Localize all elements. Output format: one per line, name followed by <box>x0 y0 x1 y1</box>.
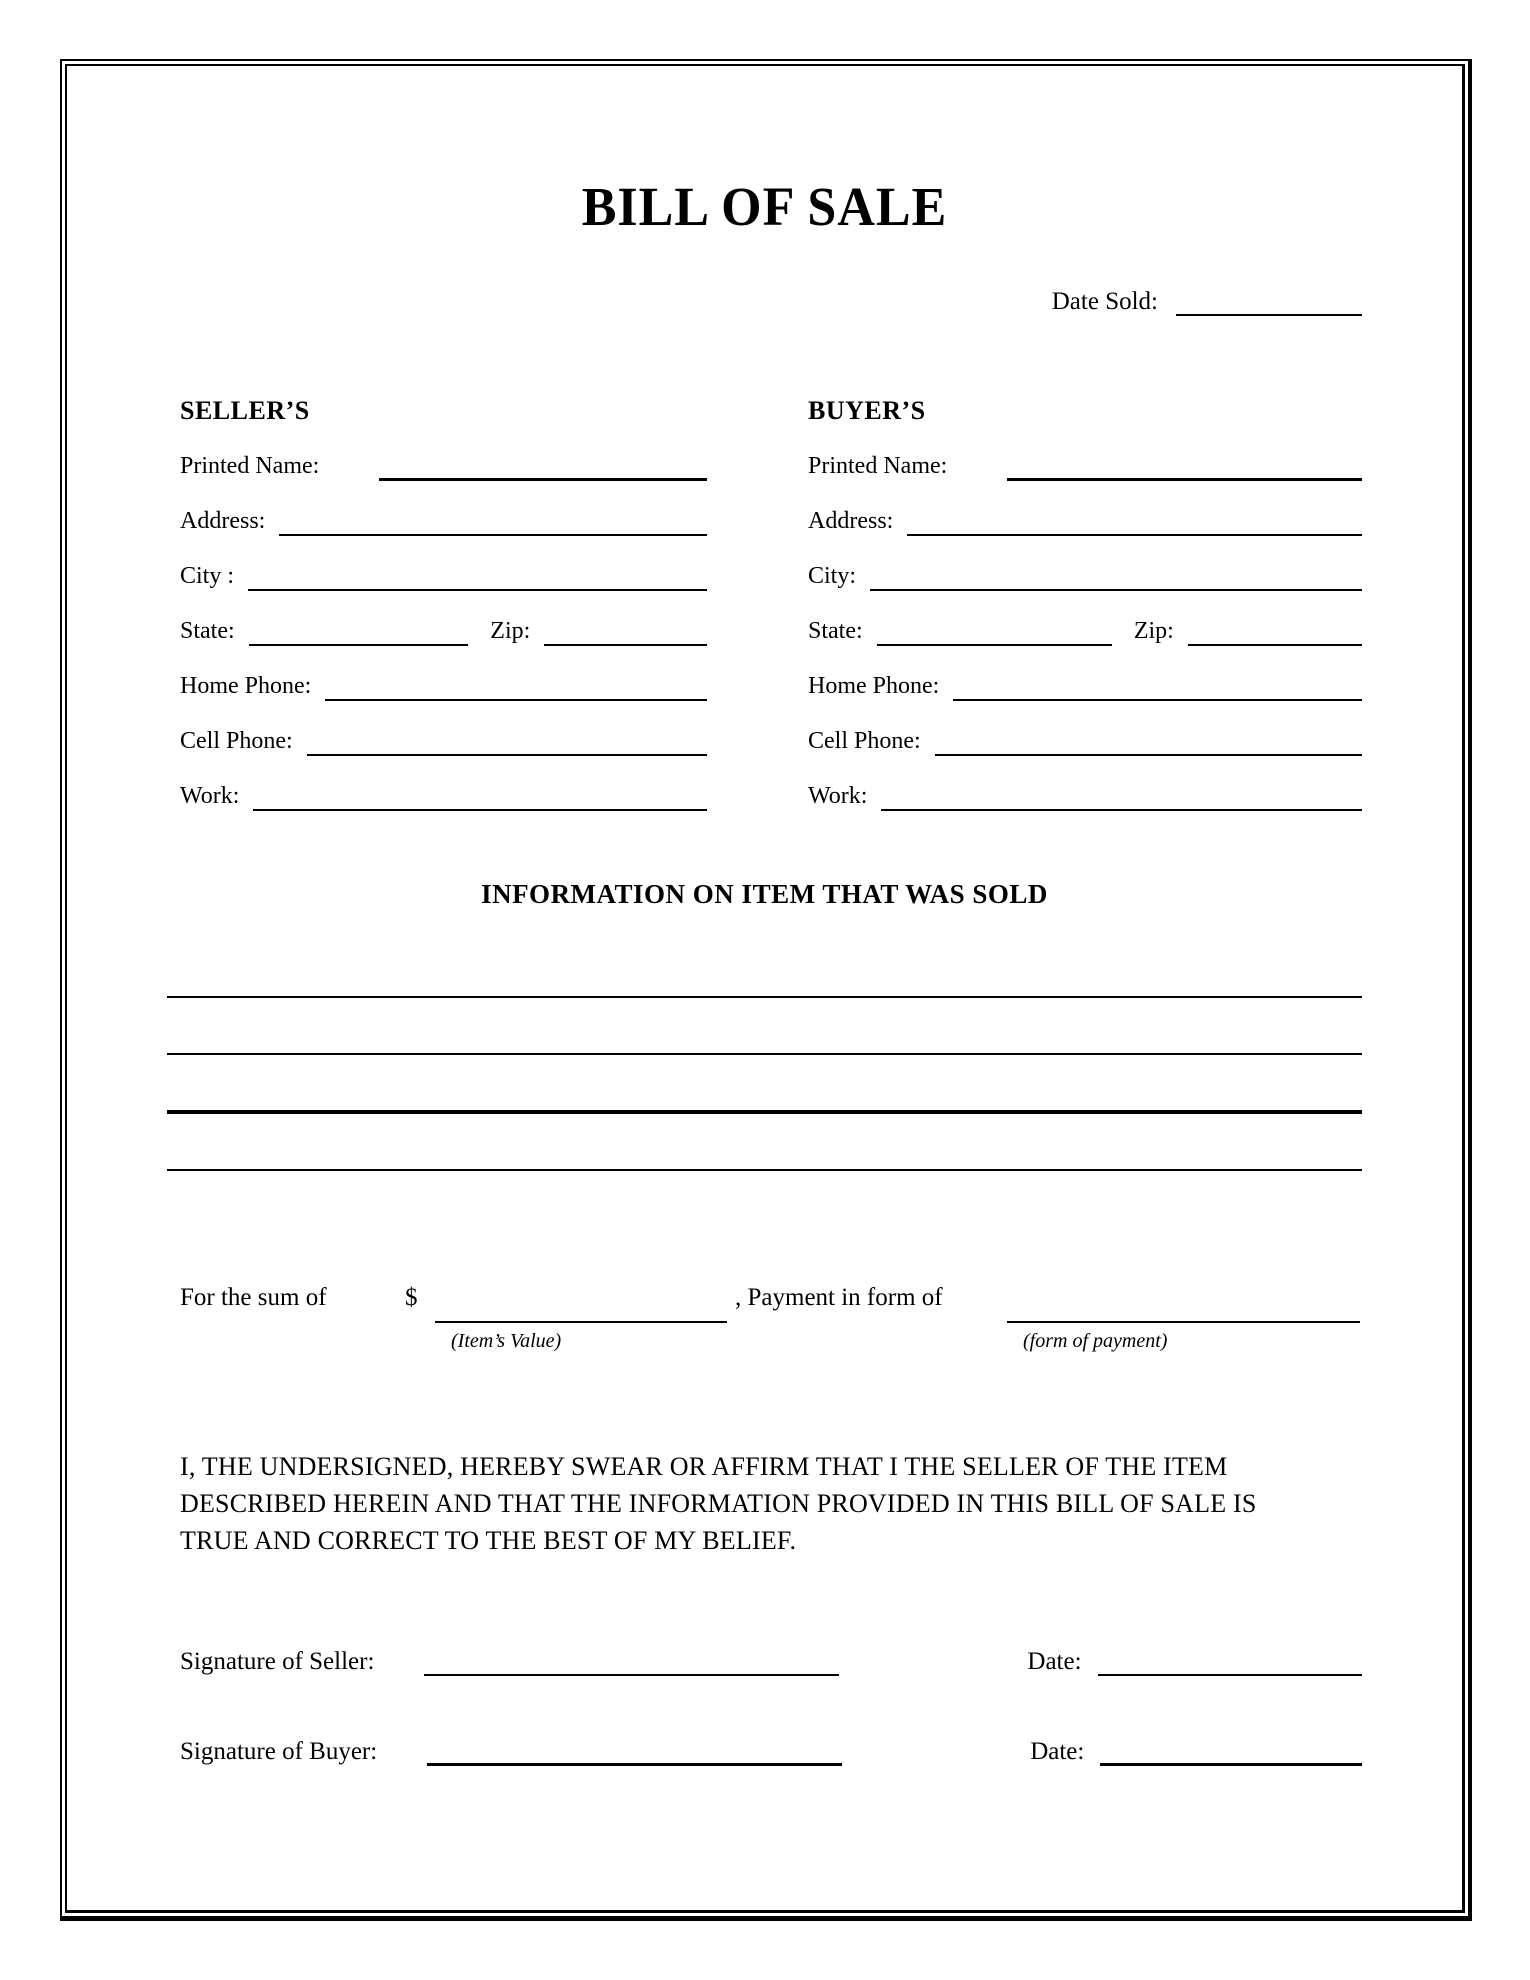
seller-printed-name-line[interactable] <box>379 478 707 481</box>
affirmation-line-2: DESCRIBED HEREIN AND THAT THE INFORMATION PROVIDED IN THIS BILL OF SALE IS <box>180 1489 1257 1518</box>
seller-signature-label: Signature of Seller: <box>180 1648 375 1675</box>
item-description-line-2[interactable] <box>167 998 1362 1055</box>
buyer-zip-line[interactable] <box>1188 644 1362 646</box>
seller-work-label: Work: <box>180 783 240 810</box>
buyer-signature-row <box>167 1734 1362 1766</box>
buyer-city-row <box>808 536 1362 591</box>
buyer-city-line[interactable] <box>870 589 1362 591</box>
seller-work-line[interactable] <box>253 809 707 811</box>
buyer-address-line[interactable] <box>907 534 1362 536</box>
seller-state-zip-row <box>180 591 707 646</box>
buyer-cell-phone-line[interactable] <box>935 754 1362 756</box>
seller-signature-row <box>167 1644 1362 1676</box>
seller-signature-line[interactable] <box>424 1674 839 1676</box>
seller-address-row <box>180 481 707 536</box>
form-title: BILL OF SALE <box>581 177 948 238</box>
buyer-zip-label: Zip: <box>1133 618 1174 645</box>
seller-printed-name-label: Printed Name: <box>180 453 320 480</box>
buyer-signature-line[interactable] <box>427 1763 842 1766</box>
seller-work-row <box>180 756 707 811</box>
payment-form-line[interactable] <box>1007 1284 1360 1323</box>
buyer-date-label: Date: <box>1030 1738 1085 1765</box>
buyer-city-label: City: <box>808 563 857 590</box>
seller-date-line[interactable] <box>1098 1674 1362 1676</box>
seller-cell-phone-row <box>180 701 707 756</box>
buyer-date-line[interactable] <box>1100 1763 1362 1766</box>
item-description-lines <box>167 941 1362 1171</box>
buyer-home-phone-line[interactable] <box>953 699 1362 701</box>
buyer-section <box>808 396 1362 811</box>
dollar-sign-label: $ <box>405 1284 418 1311</box>
buyer-printed-name-row <box>808 426 1362 481</box>
buyer-state-zip-row <box>808 591 1362 646</box>
seller-cell-phone-label: Cell Phone: <box>180 728 293 755</box>
sum-prefix-label: For the sum of <box>180 1284 327 1311</box>
payment-form-label: , Payment in form of <box>735 1284 943 1311</box>
seller-date-label: Date: <box>1027 1648 1082 1675</box>
buyer-state-label: State: <box>808 618 863 645</box>
item-description-line-4[interactable] <box>167 1114 1362 1171</box>
item-description-line-3[interactable] <box>167 1055 1362 1114</box>
seller-city-line[interactable] <box>248 589 707 591</box>
page-frame <box>65 64 1465 1913</box>
date-sold-label: Date Sold: <box>1051 288 1158 315</box>
date-sold-line[interactable] <box>1176 314 1362 316</box>
seller-state-label: State: <box>180 618 235 645</box>
buyer-printed-name-label: Printed Name: <box>808 453 948 480</box>
buyer-heading: BUYER’S <box>808 396 926 425</box>
seller-heading: SELLER’S <box>180 396 310 425</box>
affirmation-line-3: TRUE AND CORRECT TO THE BEST OF MY BELIEF. <box>180 1526 797 1555</box>
seller-home-phone-row <box>180 646 707 701</box>
buyer-cell-phone-row <box>808 701 1362 756</box>
seller-state-line[interactable] <box>249 644 469 646</box>
affirmation-line-1: I, THE UNDERSIGNED, HEREBY SWEAR OR AFFIRM THAT I THE SELLER OF THE ITEM <box>180 1452 1228 1481</box>
seller-zip-label: Zip: <box>490 618 531 645</box>
parties-section <box>167 396 1362 811</box>
seller-address-line[interactable] <box>279 534 707 536</box>
seller-section <box>180 396 707 811</box>
seller-city-label: City : <box>180 563 235 590</box>
date-sold-row <box>167 288 1362 316</box>
seller-home-phone-label: Home Phone: <box>180 673 312 700</box>
buyer-signature-label: Signature of Buyer: <box>180 1738 378 1765</box>
seller-city-row <box>180 536 707 591</box>
buyer-cell-phone-label: Cell Phone: <box>808 728 921 755</box>
sum-payment-row <box>167 1284 1362 1374</box>
buyer-address-label: Address: <box>808 508 894 535</box>
buyer-work-line[interactable] <box>881 809 1362 811</box>
buyer-work-label: Work: <box>808 783 868 810</box>
buyer-home-phone-row <box>808 646 1362 701</box>
buyer-address-row <box>808 481 1362 536</box>
buyer-work-row <box>808 756 1362 811</box>
seller-printed-name-row <box>180 426 707 481</box>
item-section-heading: INFORMATION ON ITEM THAT WAS SOLD <box>481 879 1048 909</box>
seller-address-label: Address: <box>180 508 266 535</box>
item-value-caption: (Item’s Value) <box>451 1330 562 1352</box>
seller-home-phone-line[interactable] <box>325 699 707 701</box>
document-sheet <box>60 59 1472 1921</box>
buyer-printed-name-line[interactable] <box>1007 478 1362 481</box>
affirmation-paragraph <box>167 1448 1362 1559</box>
item-value-line[interactable] <box>435 1284 727 1323</box>
seller-cell-phone-line[interactable] <box>307 754 707 756</box>
buyer-state-line[interactable] <box>877 644 1112 646</box>
seller-zip-line[interactable] <box>544 644 707 646</box>
item-description-line-1[interactable] <box>167 941 1362 998</box>
payment-form-caption: (form of payment) <box>1023 1330 1168 1352</box>
buyer-home-phone-label: Home Phone: <box>808 673 940 700</box>
